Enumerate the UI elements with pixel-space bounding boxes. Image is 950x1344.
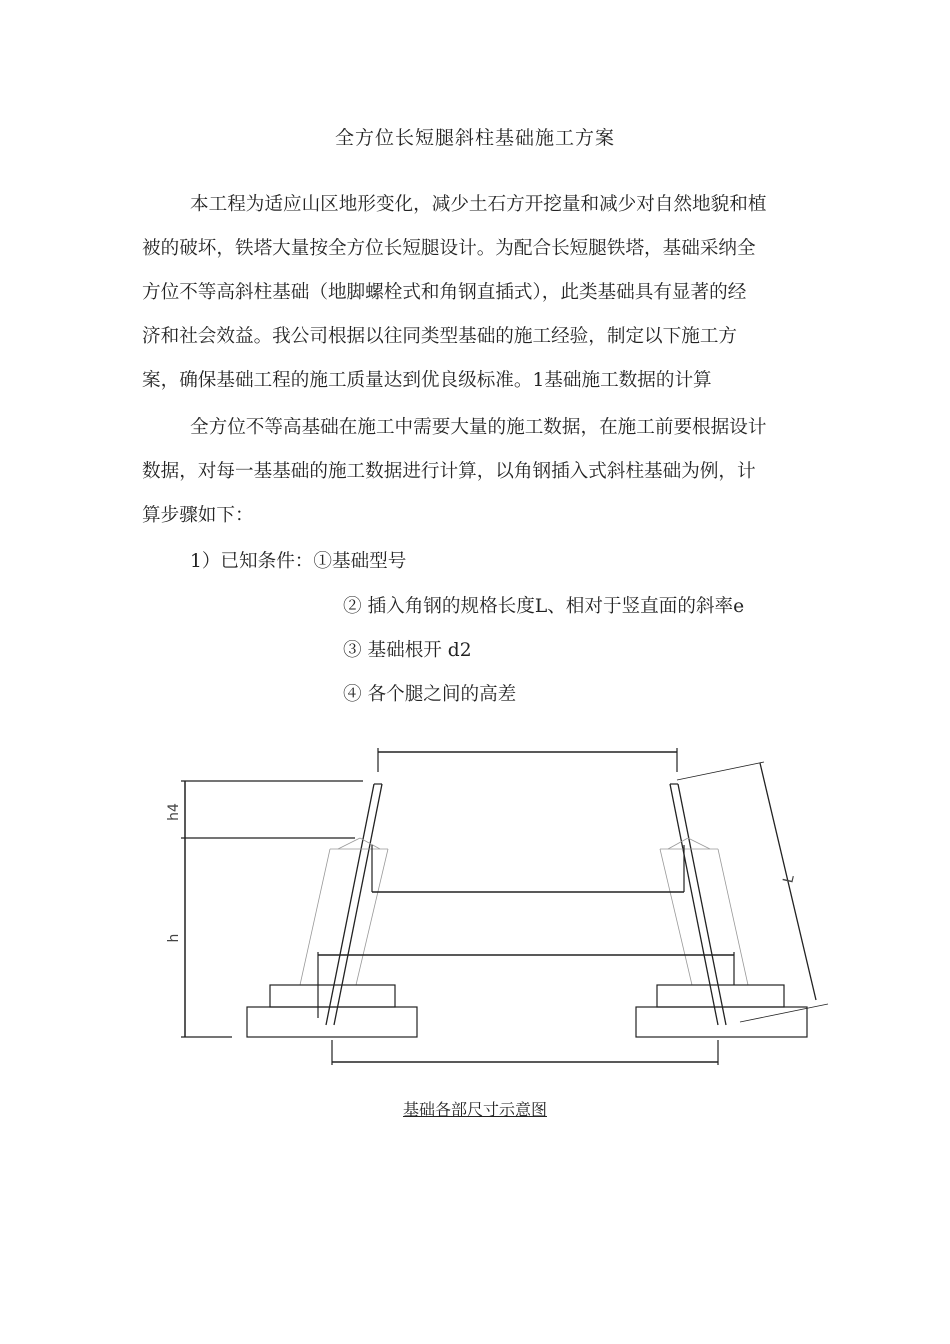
paragraph-2-line-1: 全方位不等高基础在施工中需要大量的施工数据，在施工前要根据设计 <box>190 417 767 438</box>
paragraph-1-line-1: 本工程为适应山区地形变化，减少土石方开挖量和减少对自然地貌和植 <box>190 194 767 215</box>
figure-caption <box>0 1097 950 1120</box>
paragraph-2-line-2: 数据，对每一基基础的施工数据进行计算，以角钢插入式斜柱基础为例，计 <box>142 461 756 482</box>
paragraph-1-line-3: 方位不等高斜柱基础（地脚螺栓式和角钢直插式），此类基础具有显著的经 <box>142 282 747 303</box>
h4-label: h4 <box>166 803 182 821</box>
paragraph-1-line-4: 济和社会效益。我公司根据以往同类型基础的施工经验，制定以下施工方 <box>142 326 738 347</box>
paragraph-2-line-3: 算步骤如下： <box>142 505 254 526</box>
h-label: h <box>166 933 182 943</box>
document-title: 全方位长短腿斜柱基础施工方案 <box>334 127 615 149</box>
known-conditions-heading: 1）已知条件：①基础型号 <box>190 551 407 572</box>
known-condition-3: ③ 基础根开 d2 <box>343 640 472 661</box>
figure-caption-text: 基础各部尺寸示意图 <box>402 1100 547 1119</box>
L-label: L <box>780 873 798 885</box>
paragraph-1-line-2: 被的破坏，铁塔大量按全方位长短腿设计。为配合长短腿铁塔，基础采纳全 <box>142 238 756 259</box>
paragraph-1-line-5: 案，确保基础工程的施工质量达到优良级标准。1基础施工数据的计算 <box>142 370 712 391</box>
known-condition-4: ④ 各个腿之间的高差 <box>343 684 517 705</box>
known-condition-2: ② 插入角钢的规格长度L、相对于竖直面的斜率e <box>343 596 745 617</box>
